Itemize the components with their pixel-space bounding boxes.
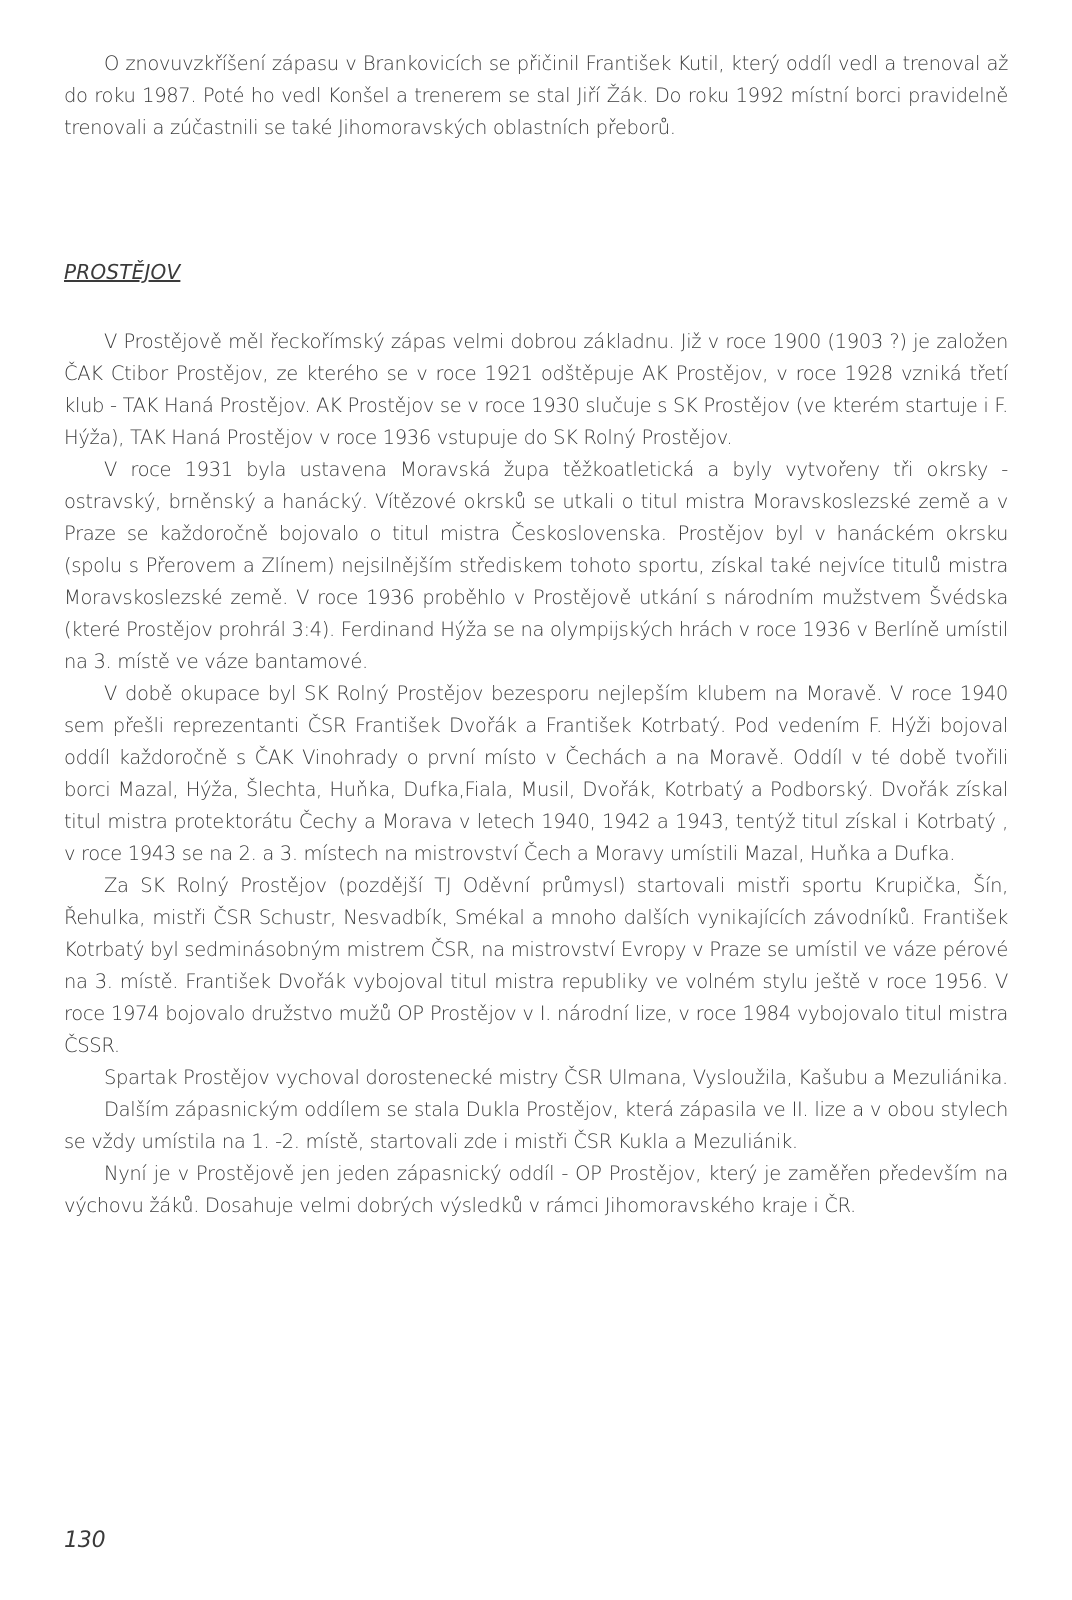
intro-paragraph: O znovuvzkříšení zápasu v Brankovicích se přičinil František Kutil, který oddíl vedl a trenoval až do roku 1987. Poté ho vedl Konšel a trenerem se stal Jiří Žák. Do roku 1992 místní borci pravidelně trenovali a zúčastnili se také Jihomoravských oblastních přeborů. [64, 52, 1008, 139]
paragraph-history: V Prostějově měl řeckořímský zápas velmi dobrou základnu. Již v roce 1900 (1903 ?) je založen ČAK Ctibor Prostějov, ze kterého se v roce 1921 odštěpuje AK Prostějov, v roce 1928 vzniká třetí klub - TAK Haná Prostějov. AK Prostějov se v roce 1930 slučuje s SK Prostějov (ve kterém startuje i F. Hýža), TAK Haná Prostějov v roce 1936 vstupuje do SK Rolný Prostějov. [64, 330, 1008, 449]
paragraph-current: Nyní je v Prostějově jen jeden zápasnický oddíl - OP Prostějov, který je zaměřen především na výchovu žáků. Dosahuje velmi dobrých výsledků v rámci Jihomoravského kraje i ČR. [64, 1162, 1008, 1217]
page-body [64, 48, 1008, 1222]
page-number: 130 [64, 1528, 106, 1553]
paragraph-occupation: V době okupace byl SK Rolný Prostějov bezesporu nejlepším klubem na Moravě. V roce 1940 sem přešli reprezentanti ČSR František Dvořák a František Kotrbatý. Pod vedením F. Hýži bojoval oddíl každoročně s ČAK Vinohrady o první místo v Čechách a na Moravě. Oddíl v té době tvořili borci Mazal, Hýža, Šlechta, Huňka, Dufka,Fiala, Musil, Dvořák, Kotrbatý a Podborský. Dvořák získal titul mistra protektorátu Čechy a Morava v letech 1940, 1942 a 1943, tentýž titul získal i Kotrbatý , v roce 1943 se na 2. a 3. místech na mistrovství Čech a Moravy umístili Mazal, Huňka a Dufka. [64, 682, 1008, 865]
paragraph-dukla: Dalším zápasnickým oddílem se stala Dukla Prostějov, která zápasila ve II. lize a v obou stylech se vždy umístila na 1. -2. místě, startovali zde i mistři ČSR Kukla a Mezuliánik. [64, 1098, 1008, 1153]
paragraph-moravian-district: V roce 1931 byla ustavena Moravská župa těžkoatletická a byly vytvořeny tři okrsky - ostravský, brněnský a hanácký. Vítězové okrsků se utkali o titul mistra Moravskoslezské země a v Praze se každoročně bojovalo o titul mistra Československa. Prostějov byl v hanáckém okrsku (spolu s Přerovem a Zlínem) nejsilnějším střediskem tohoto sportu, získal také nejvíce titulů mistra Moravskoslezské země. V roce 1936 proběhlo v Prostějově utkání s národním mužstvem Švédska (které Prostějov prohrál 3:4). Ferdinand Hýža se na olympijských hrách v roce 1936 v Berlíně umístil na 3. místě ve váze bantamové. [64, 458, 1008, 673]
section-heading: PROSTĚJOV [64, 260, 181, 284]
paragraph-spartak: Spartak Prostějov vychoval dorostenecké mistry ČSR Ulmana, Vysloužila, Kašubu a Mezuliánika. [104, 1066, 1008, 1089]
paragraph-sk-rolny: Za SK Rolný Prostějov (pozdější TJ Oděvní průmysl) startovali mistři sportu Krupička, Šín, Řehulka, mistři ČSR Schustr, Nesvadbík, Smékal a mnoho dalších vynikajících závodníků. František Kotrbatý byl sedminásobným mistrem ČSR, na mistrovství Evropy v Praze se umístil ve váze pérové na 3. místě. František Dvořák vybojoval titul mistra republiky ve volném stylu ještě v roce 1956. V roce 1974 bojovalo družstvo mužů OP Prostějov v I. národní lize, v roce 1984 vybojovalo titul mistra ČSSR. [64, 874, 1008, 1057]
